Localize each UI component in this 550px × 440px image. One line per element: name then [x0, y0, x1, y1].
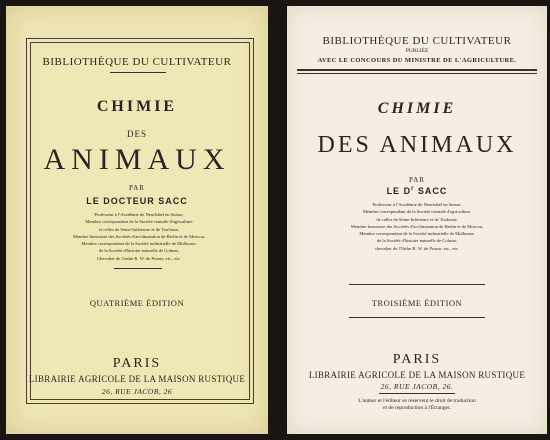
credential-line: et celles de Seine-Inférieure et de Toulouse,	[98, 226, 180, 232]
credential-line: Membre correspondant de la Société industrielle de Mulhouse,	[359, 231, 475, 237]
book-cover-left	[6, 6, 268, 434]
publisher-address: 26, RUE JACOB, 26.	[380, 382, 454, 391]
credential-line: Membre honoraire des Sociétés d'acclimatation de Berlin et de Moscou,	[72, 233, 206, 239]
rights-notice-line1: L'auteur et l'éditeur se réservent le droit de traduction	[358, 398, 476, 404]
credential-line: de la Société d'histoire naturelle de Colmar,	[376, 238, 458, 244]
publisher-name: LIBRAIRIE AGRICOLE DE LA MAISON RUSTIQUE	[28, 374, 246, 384]
par-label: PAR	[129, 184, 145, 192]
title-des-animaux: DES ANIMAUX	[317, 132, 517, 158]
credential-line: Chevalier de l'ordre R. W. de Prusse, etc., etc.	[96, 255, 181, 261]
credential-line: Membre correspondant de la Société industrielle de Mulhouse,	[81, 241, 197, 247]
series-title: BIBLIOTHÈQUE DU CULTIVATEUR	[42, 56, 232, 68]
publisher-name: LIBRAIRIE AGRICOLE DE LA MAISON RUSTIQUE	[308, 370, 526, 380]
edition-label: QUATRIÈME ÉDITION	[89, 298, 185, 308]
edition-label: TROISIÈME ÉDITION	[371, 298, 463, 308]
credential-line: de celles de Seine-Inférieure et de Toulouse,	[376, 216, 458, 222]
title-des: DES	[126, 129, 147, 139]
credential-line: Membre honoraire des Sociétés d'acclimatation de Berlin et de Moscou,	[350, 223, 484, 229]
title-animaux: ANIMAUX	[43, 143, 231, 176]
edition-top-rule	[349, 284, 485, 285]
city-paris: PARIS	[392, 352, 442, 367]
city-paris: PARIS	[112, 356, 162, 371]
credential-line: Membre correspondant de la Société centrale d'agriculture,	[362, 209, 472, 215]
author-superscript: r	[411, 186, 415, 192]
credential-line: Professeur à l'Académie de Neuchâtel en Suisse,	[94, 212, 184, 217]
edition-bottom-rule	[349, 317, 485, 318]
publisher-address: 26, RUE JACOB, 26	[101, 387, 173, 396]
series-title: BIBLIOTHÈQUE DU CULTIVATEUR	[322, 35, 512, 47]
par-label: PAR	[409, 176, 425, 184]
credential-line: Professeur à l'Académie de Neuchâtel en Suisse,	[372, 202, 462, 207]
credential-line: Membre correspondant de la Société centrale d'agriculture	[85, 219, 193, 225]
rights-notice-line2: et de reproduction à l'Étranger.	[383, 405, 451, 411]
title-chimie: CHIMIE	[96, 98, 178, 115]
author-credentials	[36, 211, 242, 262]
published-label: PUBLIÉE	[405, 48, 429, 54]
address-rule	[379, 393, 455, 394]
author-surname: SACC	[414, 186, 448, 196]
ministry-line: AVEC LE CONCOURS DU MINISTRE DE L'AGRICULTURE.	[317, 57, 517, 64]
divider-rule	[114, 268, 162, 269]
series-rule	[110, 72, 166, 73]
author-credentials	[299, 201, 535, 252]
credential-line: de la Société d'histoire naturelle de Colmar,	[98, 248, 180, 254]
author-name: LE DOCTEUR SACC	[86, 196, 188, 206]
header-thin-rule	[297, 73, 537, 74]
credential-line: chevalier de l'Ordre R. W. de Prusse, etc., etc.	[375, 245, 459, 251]
title-page-right	[287, 6, 547, 434]
header-double-rule	[297, 69, 537, 71]
author-prefix: LE D	[386, 186, 412, 196]
title-chimie: CHIMIE	[377, 100, 457, 117]
author-name	[287, 186, 547, 196]
